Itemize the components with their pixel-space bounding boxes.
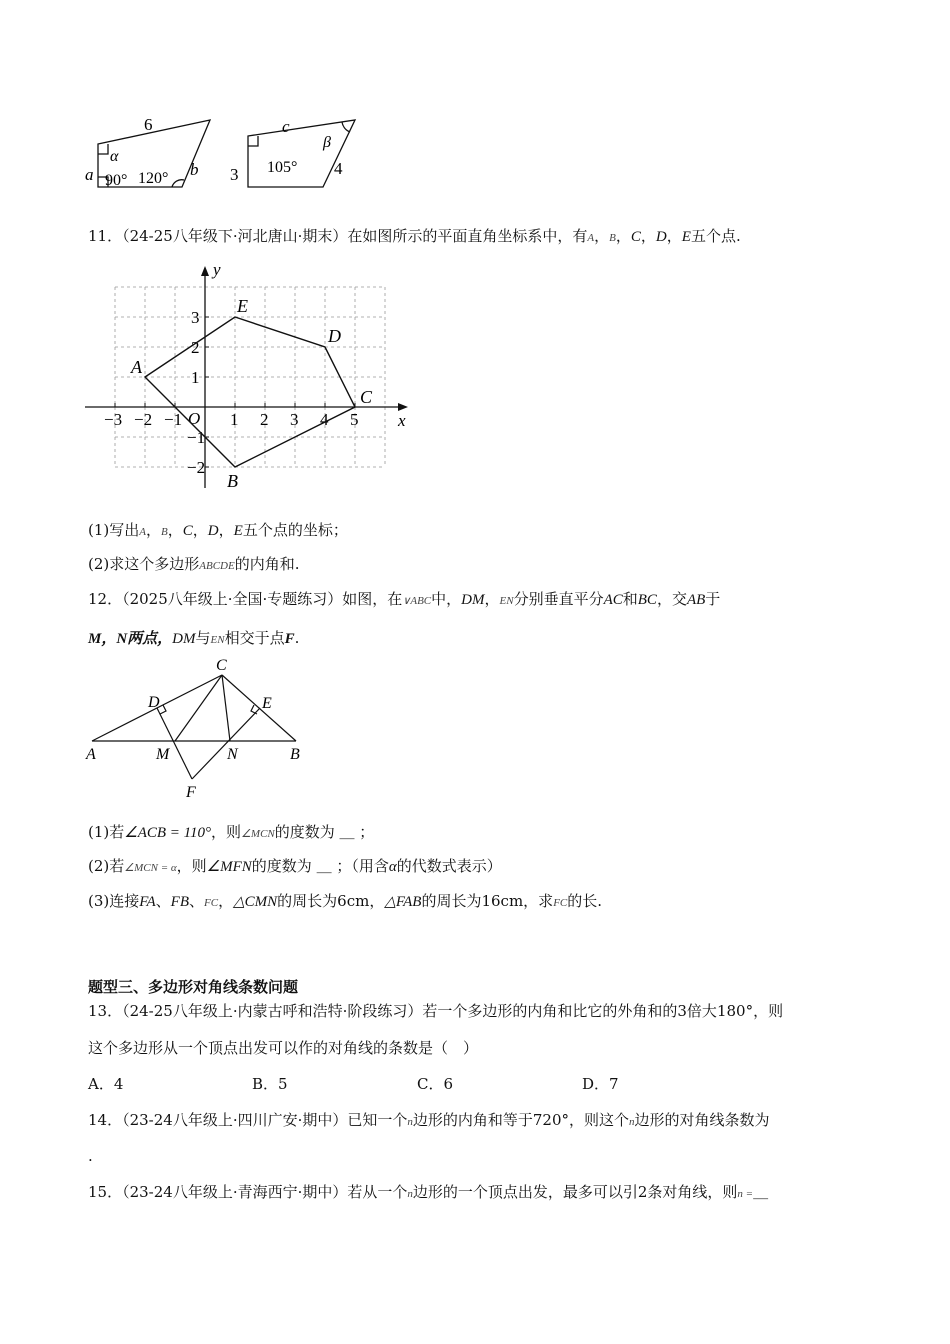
- quadrilateral-figures: [80, 112, 380, 192]
- x-tick-label: 4: [320, 410, 329, 429]
- fig-A: A: [86, 746, 96, 763]
- y-tick-label: 1: [191, 368, 200, 387]
- label-6: 6: [144, 115, 153, 134]
- y-axis-arrow: [201, 266, 209, 276]
- label-90: 90°: [105, 172, 128, 189]
- q15-stem: 15．（23-24八年级上·青海西宁·期中）若从一个n边形的一个顶点出发，最多可以引2条对角线，则n =＿: [88, 1183, 769, 1201]
- label-b: b: [190, 160, 199, 179]
- q12-sub3: (3)连接FA、FB、FC，△CMN的周长为6cm，△FAB的周长为16cm，求FC的长.: [88, 892, 603, 910]
- fig-N: N: [227, 746, 238, 763]
- label-3: 3: [230, 165, 239, 184]
- q14-stem: 14．（23-24八年级上·四川广安·期中）已知一个n边形的内角和等于720°，则这个n边形的对角线条数为: [88, 1111, 770, 1129]
- x-axis-label: x: [398, 411, 406, 430]
- fig-F: F: [186, 784, 196, 800]
- x-tick-label: 3: [290, 410, 299, 429]
- x-axis-arrow: [398, 403, 408, 411]
- q13-stem-2: 这个多边形从一个顶点出发可以作的对角线的条数是（ ）: [88, 1039, 479, 1057]
- y-axis-label: y: [213, 260, 221, 279]
- fig-D: D: [148, 694, 160, 711]
- coordinate-graph: [80, 258, 420, 493]
- q12-sub2: (2)若∠MCN = α，则∠MFN的度数为 ＿ ；（用含α的代数式表示）: [88, 857, 502, 875]
- label-4: 4: [334, 159, 343, 178]
- q13-option-c[interactable]: C．6: [417, 1075, 454, 1093]
- q13-option-d[interactable]: D．7: [582, 1075, 619, 1093]
- x-tick-label: −1: [164, 410, 183, 429]
- y-tick-label: −1: [187, 428, 206, 447]
- triangle-figure: [80, 655, 320, 800]
- polygon-ABCDE: [145, 317, 355, 467]
- fig-M: M: [156, 746, 170, 763]
- point-label-e: E: [237, 296, 248, 316]
- point-label-a: A: [131, 357, 142, 377]
- label-alpha: α: [110, 148, 119, 165]
- fig-E: E: [262, 695, 272, 712]
- q11-sub2: (2)求这个多边形ABCDE的内角和.: [88, 555, 300, 573]
- y-tick-label: 2: [191, 338, 200, 357]
- q13-stem-1: 13．（24-25八年级上·内蒙古呼和浩特·阶段练习）若一个多边形的内角和比它的外角和的3倍大180°，则: [88, 1002, 784, 1020]
- x-tick-label: −3: [104, 410, 123, 429]
- label-beta: β: [323, 134, 331, 151]
- x-tick-label: −2: [134, 410, 153, 429]
- y-tick-label: 3: [191, 308, 200, 327]
- label-c: c: [282, 117, 290, 136]
- point-label-b: B: [227, 471, 238, 491]
- point-label-c: C: [360, 387, 373, 407]
- q11-stem: 11．（24-25八年级下·河北唐山·期末）在如图所示的平面直角坐标系中，有A，B，C，D，E五个点.: [88, 227, 741, 245]
- label-120: 120°: [138, 170, 169, 187]
- origin-label: O: [188, 409, 201, 428]
- label-105: 105°: [267, 159, 298, 176]
- q13-option-b[interactable]: B．5: [252, 1075, 288, 1093]
- q12-stem-2: M，N两点，DM与EN相交于点F.: [88, 629, 300, 647]
- y-tick-label: −2: [187, 458, 206, 477]
- point-label-d: D: [328, 326, 341, 346]
- q12-stem-1: 12．（2025八年级上·全国·专题练习）如图，在∨ABC中，DM，EN分别垂直平分AC和BC，交AB于: [88, 590, 721, 608]
- q14-end: .: [88, 1147, 93, 1165]
- x-tick-label: 5: [350, 410, 359, 429]
- q12-sub1: (1)若∠ACB = 110°，则∠MCN的度数为 ＿ ；: [88, 823, 375, 841]
- fig-B: B: [290, 746, 300, 763]
- fig-C: C: [216, 657, 227, 674]
- q11-sub1: (1)写出A，B，C，D，E五个点的坐标；: [88, 521, 348, 539]
- section-heading: 题型三、多边形对角线条数问题: [88, 978, 299, 996]
- label-a: a: [85, 165, 94, 184]
- q13-option-a[interactable]: A．4: [88, 1075, 124, 1093]
- x-tick-label: 2: [260, 410, 269, 429]
- x-tick-label: 1: [230, 410, 239, 429]
